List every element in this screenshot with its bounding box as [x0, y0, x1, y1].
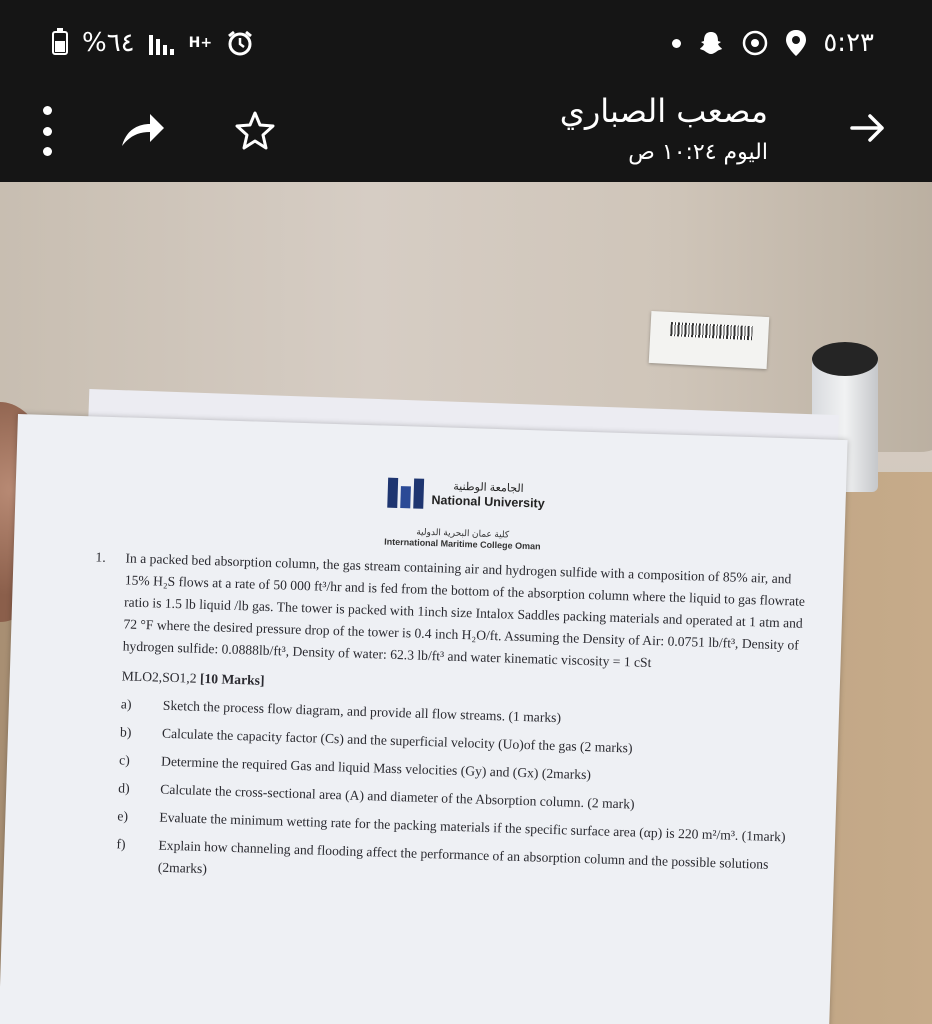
sub-question-text: Explain how channeling and flooding affect the performance of an absorption column and the possible solutions (2marks)	[157, 837, 769, 877]
sub-question-text: Evaluate the minimum wetting rate for the packing materials if the specific surface area (αp) is 220 m²/m³. (1mark)	[159, 809, 786, 845]
marks-total: [10 Marks]	[199, 670, 265, 688]
sub-question-label: c)	[118, 752, 130, 768]
notification-dot	[672, 39, 681, 48]
mlo-code: MLO2,SO1,2	[121, 668, 197, 686]
logo-text	[431, 480, 545, 511]
snapchat-icon	[697, 29, 725, 57]
sub-question-label: a)	[120, 696, 132, 712]
sub-question-text: Determine the required Gas and liquid Mass velocities (Gy) and (Gx) (2marks)	[160, 753, 592, 783]
college-name-ar: كلية عمان البحرية الدولية	[416, 526, 510, 540]
message-time: اليوم ١٠:٢٤ ص	[628, 140, 768, 165]
star-icon[interactable]	[234, 110, 276, 152]
battery-icon	[52, 31, 68, 55]
sub-question-label: f)	[116, 836, 126, 852]
location-icon	[785, 29, 807, 57]
sub-question-text: Calculate the capacity factor (Cs) and the superficial velocity (Uo)of the gas (2 marks)	[161, 725, 633, 756]
university-name-ar: الجامعة الوطنية	[453, 481, 524, 496]
back-arrow-icon[interactable]	[846, 106, 890, 150]
sender-name: مصعب الصباري	[559, 92, 768, 130]
network-type: H+	[188, 35, 213, 51]
signal-icon	[149, 31, 175, 55]
logo-mark-icon	[387, 478, 424, 509]
barcode-sticker	[649, 311, 770, 369]
university-name-en: National University	[431, 493, 545, 511]
sync-icon	[741, 29, 769, 57]
college-name	[384, 526, 541, 553]
shared-photo[interactable]	[0, 182, 932, 1024]
alarm-icon	[226, 29, 254, 57]
sub-question-label: d)	[118, 780, 130, 796]
share-icon[interactable]	[118, 110, 166, 150]
status-clock: ٥:٢٣	[823, 28, 874, 58]
question-text: In a packed bed absorption column, the gas stream containing air and hydrogen sulfide with a composition of 85% air, and 15% H₂S flows at a rate of 50 000 ft³/hr and is fed from the bottom of the absorption column where the liquid to gas flowrate ratio is 1.5 lb liquid /lb gas. The tower is packed with 1inch size Intalox Saddles packing materials and operated at 1 atm and 72 °F where the desired pressure drop of the tower is 0.4 inch H₂O/ft. Assuming the Density of Air: 0.0751 lb/ft³, Density of hydrogen sulfide: 0.0888lb/ft³, Density of water: 62.3 lb/ft³ and water kinematic viscosity = 1 cSt	[122, 550, 806, 671]
sub-question-text: Sketch the process flow diagram, and provide all flow streams. (1 marks)	[162, 697, 562, 726]
status-right	[672, 28, 874, 58]
sub-question-label: e)	[117, 808, 129, 824]
status-left	[52, 28, 254, 58]
sub-questions	[115, 693, 810, 899]
more-options-icon[interactable]	[38, 106, 56, 156]
question-block	[95, 547, 815, 905]
university-logo	[387, 478, 545, 513]
college-name-en: International Maritime College Oman	[384, 536, 541, 552]
sub-question-text: Calculate the cross-sectional area (A) and diameter of the Absorption column. (2 mark)	[160, 781, 635, 812]
status-bar	[0, 0, 932, 82]
sub-question-label: b)	[119, 724, 132, 740]
battery-percent: %٦٤	[82, 28, 135, 58]
question-number: 1.	[95, 549, 106, 565]
exam-paper	[0, 414, 848, 1024]
chat-header	[0, 82, 932, 182]
